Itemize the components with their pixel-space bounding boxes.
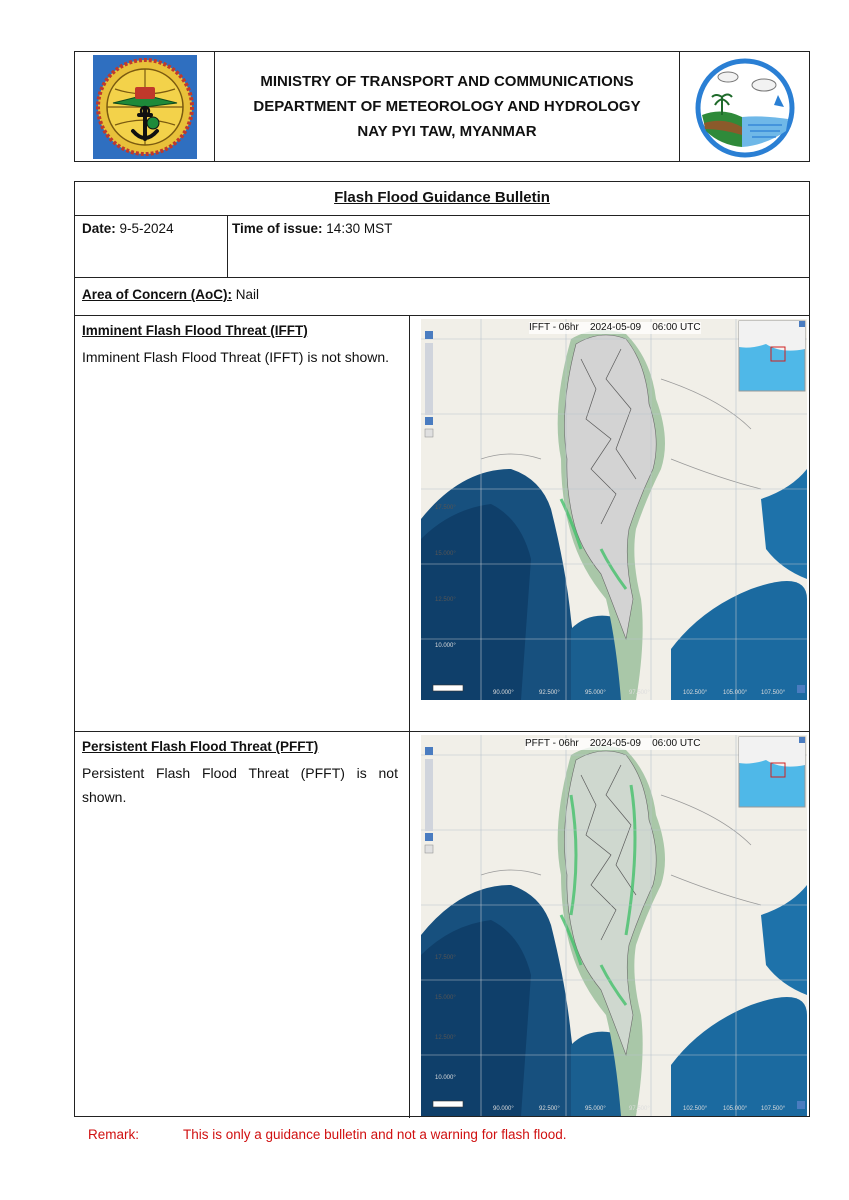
divider (75, 731, 809, 732)
hydrology-cycle-icon (692, 55, 798, 161)
aoc-label: Area of Concern (AoC): (82, 287, 233, 302)
ministry-emblem-icon (93, 55, 197, 159)
remark-label: Remark: (88, 1127, 140, 1142)
bulletin-title: Flash Flood Guidance Bulletin (334, 189, 550, 206)
lon-label: 102.500° (683, 690, 708, 696)
divider (75, 315, 809, 316)
lat-label: 17.500° (435, 505, 456, 511)
lon-label: 95.000° (585, 1106, 606, 1112)
lon-label: 105.000° (723, 690, 748, 696)
ifft-text: Imminent Flash Flood Threat (IFFT) is not shown. (82, 349, 390, 365)
lon-label: 90.000° (493, 690, 514, 696)
location-name: NAY PYI TAW, MYANMAR (357, 123, 537, 140)
lat-label: 15.000° (435, 995, 456, 1001)
time-value: 14:30 MST (326, 221, 393, 236)
date-label: Date: (82, 221, 116, 236)
date-value: 9-5-2024 (119, 221, 174, 236)
lat-label: 15.000° (435, 551, 456, 557)
divider (409, 315, 410, 1118)
time-field (232, 219, 392, 239)
divider (75, 277, 809, 278)
lat-label: 12.500° (435, 1035, 456, 1041)
pfft-map-graphic (421, 735, 807, 1116)
time-label: Time of issue: (232, 221, 323, 236)
ifft-map-graphic (421, 319, 807, 700)
lon-label: 90.000° (493, 1106, 514, 1112)
remark (88, 1127, 566, 1142)
pfft-heading: Persistent Flash Flood Threat (PFFT) (82, 739, 319, 754)
lon-label: 97.500° (629, 1106, 650, 1112)
area-of-concern (82, 285, 259, 305)
divider (227, 215, 228, 277)
lat-label: 10.000° (435, 643, 456, 649)
lon-label: 92.500° (539, 1106, 560, 1112)
ifft-heading: Imminent Flash Flood Threat (IFFT) (82, 323, 308, 338)
bulletin-table (74, 181, 810, 1117)
lon-label: 95.000° (585, 690, 606, 696)
ifft-map[interactable] (421, 319, 807, 700)
date-field (82, 219, 174, 239)
letterhead (74, 51, 810, 162)
lon-label: 97.500° (629, 690, 650, 696)
pfft-map[interactable] (421, 735, 807, 1116)
department-logo-cell (680, 52, 811, 161)
remark-text: This is only a guidance bulletin and not a warning for flash flood. (183, 1127, 567, 1142)
ministry-name: MINISTRY OF TRANSPORT AND COMMUNICATIONS (260, 73, 634, 90)
lat-label: 12.500° (435, 597, 456, 603)
lon-label: 107.500° (761, 690, 786, 696)
pfft-map-caption: PFFT - 06hr 2024-05-09 06:00 UTC (525, 738, 701, 749)
department-name: DEPARTMENT OF METEOROLOGY AND HYDROLOGY (253, 98, 641, 115)
ifft-map-caption: IFFT - 06hr 2024-05-09 06:00 UTC (529, 322, 701, 333)
lon-label: 105.000° (723, 1106, 748, 1112)
pfft-text: Persistent Flash Flood Threat (PFFT) is not shown. (82, 765, 398, 805)
lon-label: 92.500° (539, 690, 560, 696)
lon-label: 102.500° (683, 1106, 708, 1112)
letterhead-title (215, 52, 680, 161)
divider (75, 215, 809, 216)
lat-label: 10.000° (435, 1075, 456, 1081)
aoc-value: Nail (235, 287, 260, 302)
lon-label: 107.500° (761, 1106, 786, 1112)
lat-label: 17.500° (435, 955, 456, 961)
ministry-logo-cell (75, 52, 215, 161)
